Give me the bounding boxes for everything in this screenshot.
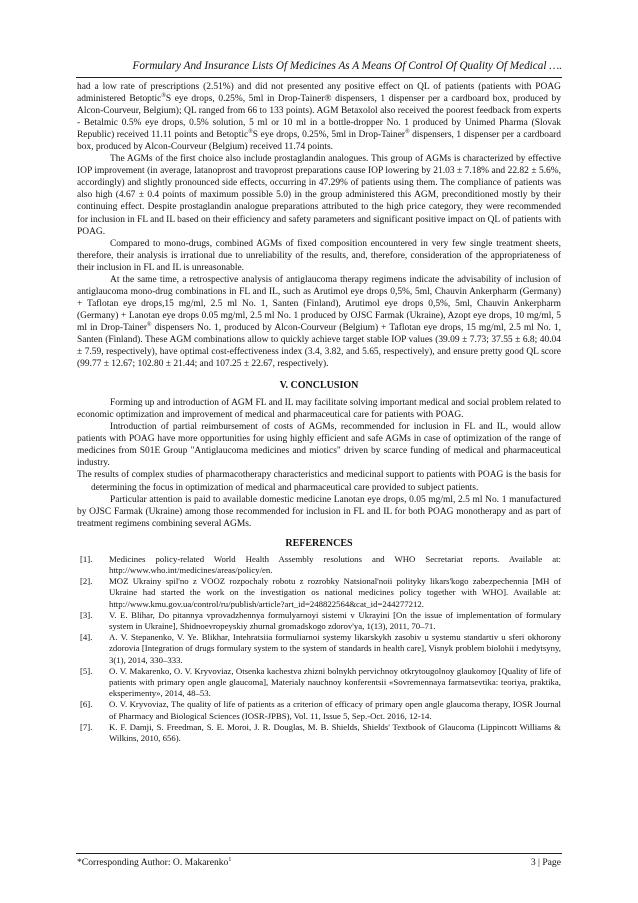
reference-text: O. V. Makarenko, O. V. Kryvoviaz, Otsenka kachestva zhizni bolnykh pervichnoy otkrytougolnoy glaukomoy [Quality of life of patients with primary open angle glaucoma], Materialy nauchnoy konferentsii «Sovremennaya farmatsevtika: teoriya, praktika, eksperimenty», 2014, 48–53. — [109, 665, 561, 699]
conclusion-paragraph-4: Particular attention is paid to available domestic medicine Lanotan eye drops, 0.05 mg/ml, 2.5 ml No. 1 manufactured by OJSC Farmak (Ukraine) among those recommended for inclusion in FL and IL for both POAG monotherapy and as part of treatment regimens combining several AGMs. — [77, 494, 561, 529]
conclusion-paragraph-2: Introduction of partial reimbursement of costs of AGMs, recommended for inclusion in FL and IL, would allow patients with POAG have more opportunities for using highly efficient and safe AGMs in case of optimization of the range of medicines from S01E Group "Antiglaucoma medicines and miotics" driven by scarce funding of medical and pharmaceutical industry. — [77, 422, 561, 469]
reference-item — [77, 554, 561, 576]
reference-item — [77, 610, 561, 632]
paragraph-prostaglandins: The AGMs of the first choice also include prostaglandin analogues. This group of AGMs is characterized by effective IOP improvement (in average, latanoprost and travoprost preparations cause IOP lowering by 21.03 ± 7.18% and 22.82 ± 5.6%, accordingly) and slightly pronounced side effects, occurring in 47.29% of patients using them. The compliance of patients was also high (4.67 ± 0.4 points of maximum possible 5.0) in the group administered this AGM, preconditioned mostly by their continuing effect. Despite prostaglandin analogue preparations attributed to the high price category, they were recommended for inclusion in FL and IL based on their efficiency and safety parameters and significant positive impact on QL of patients with POAG. — [77, 154, 561, 237]
corresponding-author: *Corresponding Author: O. Makarenko$^1$ — [77, 856, 232, 868]
reference-item — [77, 576, 561, 610]
reference-number: [6]. — [80, 699, 93, 710]
references-heading: REFERENCES — [285, 537, 353, 549]
header-divider — [76, 77, 562, 78]
reference-number: [1]. — [80, 553, 93, 564]
reference-text: Medicines policy-related World Health Assembly resolutions and WHO Secretariat reports. Available at: http://www.who.int/medicines/areas/policy/en. — [109, 553, 561, 575]
paragraph-betaxolol: had a low rate of prescriptions (2.51%) and did not presented any positive effect on QL of patients (patients with POAG administered Betoptic®S eye drops, 0.25%, 5ml in Drop-Tainer® dispensers, 1 dispenser per a cardboard box, produced by Alcon-Courveur, Belgium); QL ranged from 66 to 133 points). AGM Betaxolol also received the poorest feedback from experts - Betalmic 0.5% eye drops, 0.5% solution, 5 ml or 10 ml in a bottle-dropper No. 1 produced by Unimed Pharma (Slovak Republic) received 11.11 points and Betoptic®S eye drops, 0.25%, 5ml in Drop-Tainer® dispensers, 1 dispenser per a cardboard box, produced by Alcon-Courveur (Belgium) received 11.74 points. — [77, 82, 561, 153]
reference-number: [4]. — [80, 632, 93, 643]
footer-divider — [76, 853, 562, 854]
reference-item — [77, 632, 561, 666]
conclusion-paragraph-3: The results of complex studies of pharmacotherapy characteristics and medicinal support to patients with POAG is the basis for determining the focus in optimization of medical and pharmaceutical care provided to subject patients. — [77, 470, 561, 493]
reference-item — [77, 666, 561, 700]
paragraph-combined-agms: Compared to mono-drugs, combined AGMs of fixed composition encountered in very few single treatment sheets, therefore, their analysis is irrational due to unreliability of the results, and, therefore, consideration of the appropriateness of their inclusion in FL and IL is unreasonable. — [77, 238, 561, 273]
reference-item — [77, 699, 561, 721]
reference-number: [5]. — [80, 665, 93, 676]
conclusion-paragraph-1: Forming up and introduction of AGM FL and IL may facilitate solving important medical and social problem related to economic optimization and improvement of medical and pharmaceutical care for patients with POAG. — [77, 398, 561, 421]
reference-text: MOZ Ukrainy spil'no z VOOZ rozpochaly robotu z rozrobky Natsional'noii polityky likars'kogo zabezpechennia [MH of Ukraine had started the work on the investigation os national medicines policy together with WHO]. Available at: http://www.kmu.gov.ua/control/ru/publish/article?art_id=248822564&cat_id=244277212. — [109, 576, 561, 609]
page-number: 3 | Page — [530, 857, 561, 868]
reference-text: K. F. Damji, S. Freedman, S. E. Moroi, J. R. Douglas, M. B. Shields, Shields' Textbook of Glaucoma (Lippincott Williams & Wilkins, 2010, 656). — [109, 721, 561, 743]
reference-text: V. E. Blihar, Do pitannya vprovadzhennya formulyarnoyi sistemi v Ukrayini [On the issue of implementation of formulary system in Ukraine], Shidnoevropeyskiy zhurnal gromadskogo zdorov'ya, 1(13), 2011, 70–71. — [109, 609, 561, 631]
reference-text: A. V. Stepanenko, V. Ye. Blikhar, Intehratsiia formuliarnoi systemy likarskykh zasobiv u systemu standartiv u sferi okhorony zdorovia [Integration of drugs formulary system to the system of standards in health care], Visnyk problem biolohii i medytsyny, 3(1), 2014, 330–333. — [109, 632, 561, 665]
reference-text: O. V. Kryvoviaz, The quality of life of patients as a criterion of efficacy of primary open angle glaucoma therapy, IOSR Journal of Pharmacy and Biological Sciences (IOSR-JPBS), Vol. 11, Issue 5, Sep.-Oct. 2016, 12-14. — [109, 699, 561, 721]
paragraph-retrospective-analysis: At the same time, a retrospective analysis of antiglaucoma therapy regimens indicate the advisability of inclusion of antiglaucoma mono-drug combinations in FL and IL, such as Arutimol eye drops 0,5%, 5ml, Chauvin Ankerpharm (Germany) + Taflotan eye drops,15 mg/ml, 2.5 ml No. 1, Santen (Finland), Arutimol eye drops 0,5%, 5ml, Chauvin Ankerpharm (Germany) + Lanotan eye drops 0.05 mg/ml, 2.5 ml No. 1 produced by OJSC Farmak (Ukraine), Azopt eye drops, 10 mg/ml, 5 ml in Drop-Tainer® dispensers No. 1, produced by Alcon-Courveur (Belgium) + Taflotan eye drops, 15 mg/ml, 2.5 ml No. 1, Santen (Finland). These AGM combinations allow to quickly achieve target stable IOP values (39.09 ± 7.73; 37.55 ± 6.8; 40.04 ± 7.59, respectively), have optimal cost-effectiveness index (3.4, 3.82, and 5.65, respectively), and ensure pretty good QL score (99.77 ± 12.67; 102.80 ± 21.44; and 107.25 ± 22.67, respectively). — [77, 274, 561, 370]
reference-number: [3]. — [80, 609, 93, 620]
article-body — [77, 81, 561, 744]
reference-number: [2]. — [80, 576, 93, 587]
conclusion-heading: V. CONCLUSION — [279, 380, 359, 392]
running-header: Formulary And Insurance Lists Of Medicines As A Means Of Control Of Quality Of Medical …. — [132, 60, 562, 72]
reference-list — [77, 554, 561, 744]
reference-item — [77, 722, 561, 744]
reference-number: [7]. — [80, 721, 93, 732]
